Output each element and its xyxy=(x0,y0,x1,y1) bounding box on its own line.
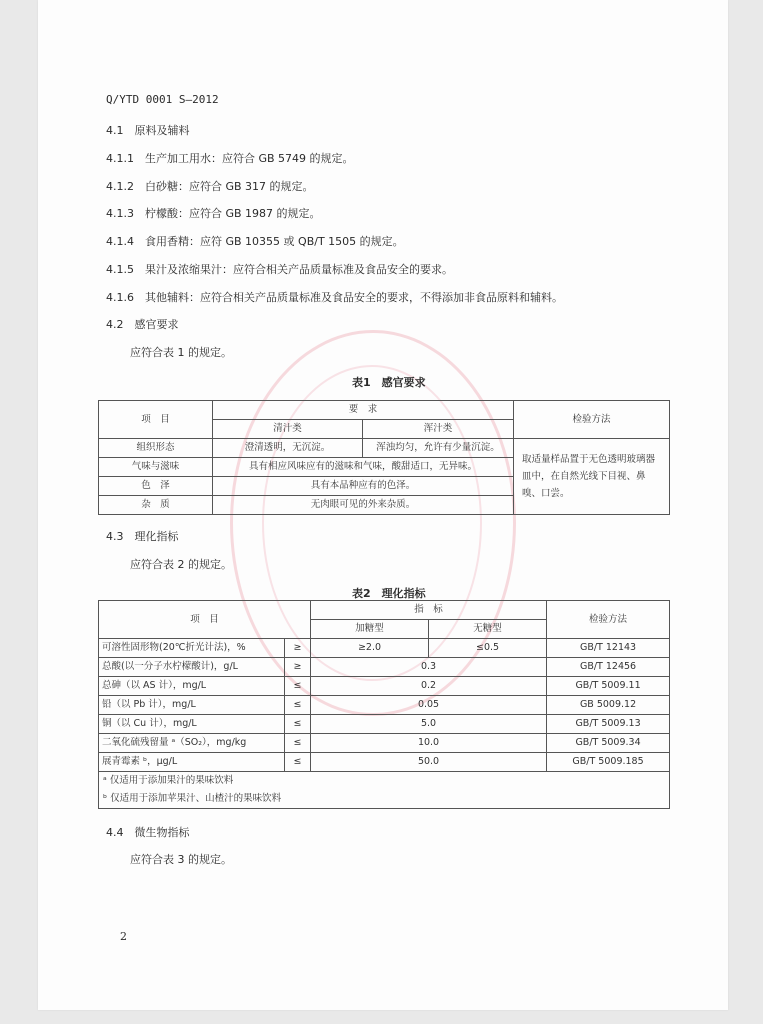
table-row xyxy=(99,639,670,658)
table2-header-index: 指 标 xyxy=(311,601,547,620)
table1-header-requirement: 要 求 xyxy=(213,401,514,420)
table2-merged-value: 0.05 xyxy=(311,696,547,715)
section-4-1-2: 4.1.2 白砂糖：应符合 GB 317 的规定。 xyxy=(106,180,314,193)
table2-method: GB 5009.12 xyxy=(547,696,670,715)
document-code: Q/YTD 0001 S—2012 xyxy=(106,93,219,106)
table1-merged-value: 具有相应风味应有的滋味和气味，酸甜适口，无异味。 xyxy=(213,458,514,477)
table-row xyxy=(99,439,670,458)
table2-note-a: ᵃ 仅适用于添加果汁的果味饮料 xyxy=(99,772,670,791)
table-row xyxy=(99,677,670,696)
section-4-1-1: 4.1.1 生产加工用水：应符合 GB 5749 的规定。 xyxy=(106,152,354,165)
table2-operator: ≤ xyxy=(285,734,311,753)
table1-item: 色 泽 xyxy=(99,477,213,496)
section-4-1-6: 4.1.6 其他辅料：应符合相关产品质量标准及食品安全的要求，不得添加非食品原料和辅料。 xyxy=(106,291,563,304)
table1-clear-value: 澄清透明，无沉淀。 xyxy=(213,439,363,458)
table2-method: GB/T 5009.11 xyxy=(547,677,670,696)
table2-operator: ≥ xyxy=(285,639,311,658)
table1-header-cloudy: 浑汁类 xyxy=(363,420,514,439)
section-4-2-heading: 4.2 感官要求 xyxy=(106,318,179,331)
table2-note-b: ᵇ 仅适用于添加苹果汁、山楂汁的果味饮料 xyxy=(99,790,670,809)
section-4-1-4: 4.1.4 食用香精：应符 GB 10355 或 QB/T 1505 的规定。 xyxy=(106,235,404,248)
table2-header-item: 项 目 xyxy=(99,601,311,639)
table1-item: 气味与滋味 xyxy=(99,458,213,477)
table2-header-method: 检验方法 xyxy=(547,601,670,639)
table-row xyxy=(99,753,670,772)
table2-method: GB/T 5009.13 xyxy=(547,715,670,734)
page-number: 2 xyxy=(120,930,127,943)
table-row xyxy=(99,734,670,753)
section-4-1-heading: 4.1 原料及辅料 xyxy=(106,124,190,137)
table2-item: 铜（以 Cu 计），mg/L xyxy=(99,715,285,734)
table1-item: 杂 质 xyxy=(99,496,213,515)
table1-merged-value: 具有本品种应有的色泽。 xyxy=(213,477,514,496)
table2-merged-value: 0.2 xyxy=(311,677,547,696)
table-row xyxy=(99,696,670,715)
table2-merged-value: 50.0 xyxy=(311,753,547,772)
table2-caption: 表2 理化指标 xyxy=(352,587,426,600)
table2-operator: ≤ xyxy=(285,753,311,772)
table2-item: 展青霉素 ᵇ，μg/L xyxy=(99,753,285,772)
table1-merged-value: 无肉眼可见的外来杂质。 xyxy=(213,496,514,515)
table1-caption: 表1 感官要求 xyxy=(352,376,426,389)
section-4-3-heading: 4.3 理化指标 xyxy=(106,530,179,543)
table2-method: GB/T 12456 xyxy=(547,658,670,677)
table2-method: GB/T 5009.185 xyxy=(547,753,670,772)
table2-operator: ≤ xyxy=(285,696,311,715)
table2-item: 二氧化硫残留量 ᵃ（SO₂），mg/kg xyxy=(99,734,285,753)
table2-merged-value: 0.3 xyxy=(311,658,547,677)
table2-merged-value: 10.0 xyxy=(311,734,547,753)
table2-item: 铅（以 Pb 计），mg/L xyxy=(99,696,285,715)
section-4-1-3: 4.1.3 柠檬酸：应符合 GB 1987 的规定。 xyxy=(106,207,321,220)
table1-header-item: 项 目 xyxy=(99,401,213,439)
table1-item: 组织形态 xyxy=(99,439,213,458)
section-4-4-heading: 4.4 微生物指标 xyxy=(106,826,190,839)
table2-item: 总酸(以一分子水柠檬酸计)，g/L xyxy=(99,658,285,677)
table1-method-text: 取适量样品置于无色透明玻璃器皿中，在自然光线下目视、鼻嗅、口尝。 xyxy=(514,439,670,515)
section-4-2-text: 应符合表 1 的规定。 xyxy=(130,346,232,359)
table2-operator: ≥ xyxy=(285,658,311,677)
section-4-1-5: 4.1.5 果汁及浓缩果汁：应符合相关产品质量标准及食品安全的要求。 xyxy=(106,263,453,276)
table2-operator: ≤ xyxy=(285,715,311,734)
table2-operator: ≤ xyxy=(285,677,311,696)
sensory-requirements-table xyxy=(98,400,670,515)
table2-method: GB/T 5009.34 xyxy=(547,734,670,753)
table-row xyxy=(99,658,670,677)
table1-cloudy-value: 浑浊均匀，允许有少量沉淀。 xyxy=(363,439,514,458)
physicochemical-table xyxy=(98,600,670,809)
table2-header-sugar: 加糖型 xyxy=(311,620,429,639)
table2-sugar-value: ≥2.0 xyxy=(311,639,429,658)
table2-item: 总砷（以 AS 计），mg/L xyxy=(99,677,285,696)
table2-item: 可溶性固形物(20℃折光计法)，% xyxy=(99,639,285,658)
table2-header-nosugar: 无糖型 xyxy=(429,620,547,639)
table2-nosugar-value: ≤0.5 xyxy=(429,639,547,658)
table-row xyxy=(99,715,670,734)
table1-header-clear: 清汁类 xyxy=(213,420,363,439)
table2-merged-value: 5.0 xyxy=(311,715,547,734)
section-4-4-text: 应符合表 3 的规定。 xyxy=(130,853,232,866)
table1-header-method: 检验方法 xyxy=(514,401,670,439)
table2-method: GB/T 12143 xyxy=(547,639,670,658)
section-4-3-text: 应符合表 2 的规定。 xyxy=(130,558,232,571)
